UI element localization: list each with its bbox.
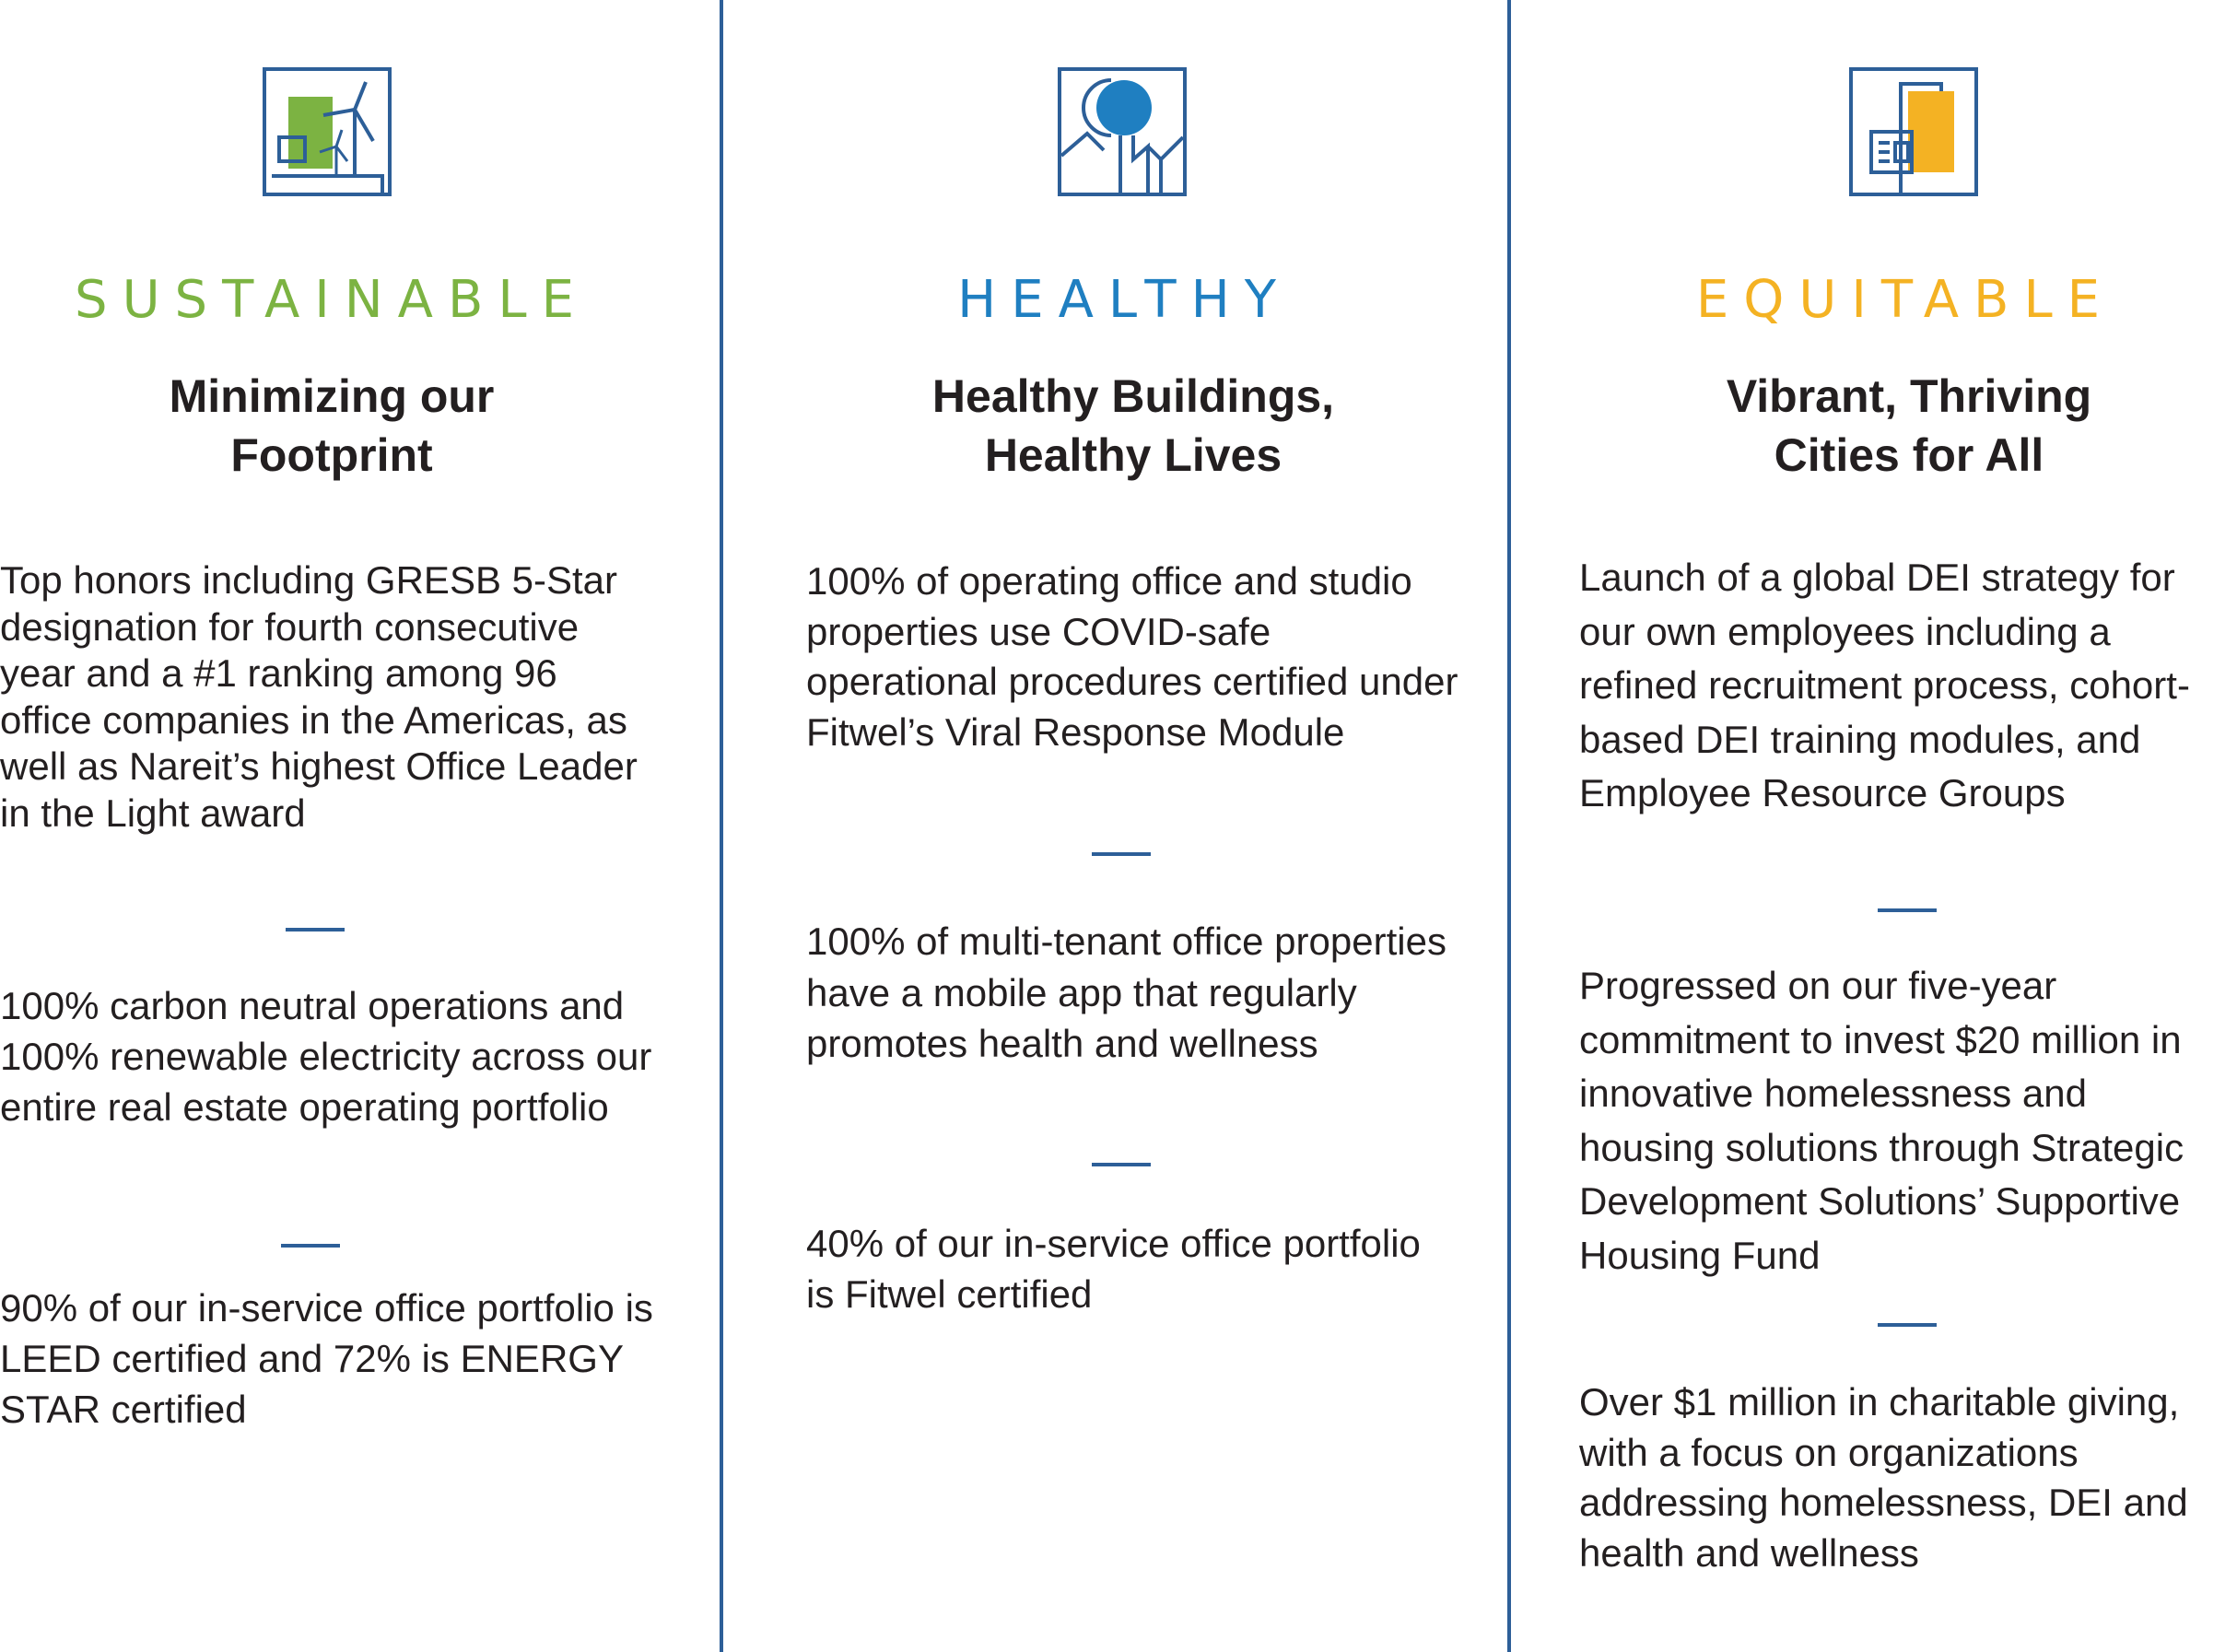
column-divider-left: [720, 0, 723, 1652]
category-title-healthy: HEALTHY: [957, 270, 1291, 330]
healthy-item-2: 100% of multi-tenant office properties have a mobile app that regularly promotes health and wellness: [806, 920, 1446, 1065]
headline-line: Healthy Lives: [984, 429, 1282, 481]
city-buildings-icon: [1849, 67, 1978, 196]
sustainable-item-2: 100% carbon neutral operations and 100% renewable electricity across our entire real estate operating portfolio: [0, 984, 652, 1129]
column-divider-right: [1507, 0, 1511, 1652]
item-separator: [1878, 908, 1937, 912]
item-separator: [1878, 1323, 1937, 1327]
item-separator: [281, 1244, 340, 1248]
equitable-item-1: Launch of a global DEI strategy for our own employees including a refined recruitment process, cohort-based DEI training modules, and Employee Resource Groups: [1579, 556, 2190, 814]
headline-line: Minimizing our: [169, 370, 495, 422]
headline-healthy: [838, 367, 1428, 485]
headline-line: Vibrant, Thriving: [1726, 370, 2092, 422]
sustainable-item-1: Top honors including GRESB 5-Star designation for fourth consecutive year and a #1 ranking among 96 office companies in the Americas, as well as Nareit’s highest Office Leader in the Light award: [0, 558, 638, 835]
equitable-item-3: Over $1 million in charitable giving, with a focus on organizations addressing homelessness, DEI and health and wellness: [1579, 1380, 2188, 1575]
item-separator: [286, 928, 345, 931]
wind-turbine-building-icon: [263, 67, 392, 196]
headline-line: Healthy Buildings,: [931, 370, 1335, 422]
headline-line: Footprint: [230, 429, 433, 481]
equitable-item-2: Progressed on our five-year commitment to invest $20 million in innovative homelessness and housing solutions through Strategic Development Solutions’ Supportive Housing Fund: [1579, 964, 2184, 1277]
item-separator: [1092, 852, 1151, 856]
item-separator: [1092, 1163, 1151, 1166]
healthy-item-1: 100% of operating office and studio properties use COVID-safe operational procedures certified under Fitwel’s Viral Response Module: [806, 559, 1458, 754]
headline-sustainable: [37, 367, 627, 485]
headline-equitable: [1614, 367, 2204, 485]
healthy-item-3: 40% of our in-service office portfolio is Fitwel certified: [806, 1222, 1421, 1316]
category-title-sustainable: SUSTAINABLE: [75, 270, 589, 330]
sustainable-item-3: 90% of our in-service office portfolio is LEED certified and 72% is ENERGY STAR certified: [0, 1286, 653, 1431]
headline-line: Cities for All: [1774, 429, 2044, 481]
category-title-equitable: EQUITABLE: [1695, 270, 2115, 330]
tree-city-icon: [1058, 67, 1187, 196]
